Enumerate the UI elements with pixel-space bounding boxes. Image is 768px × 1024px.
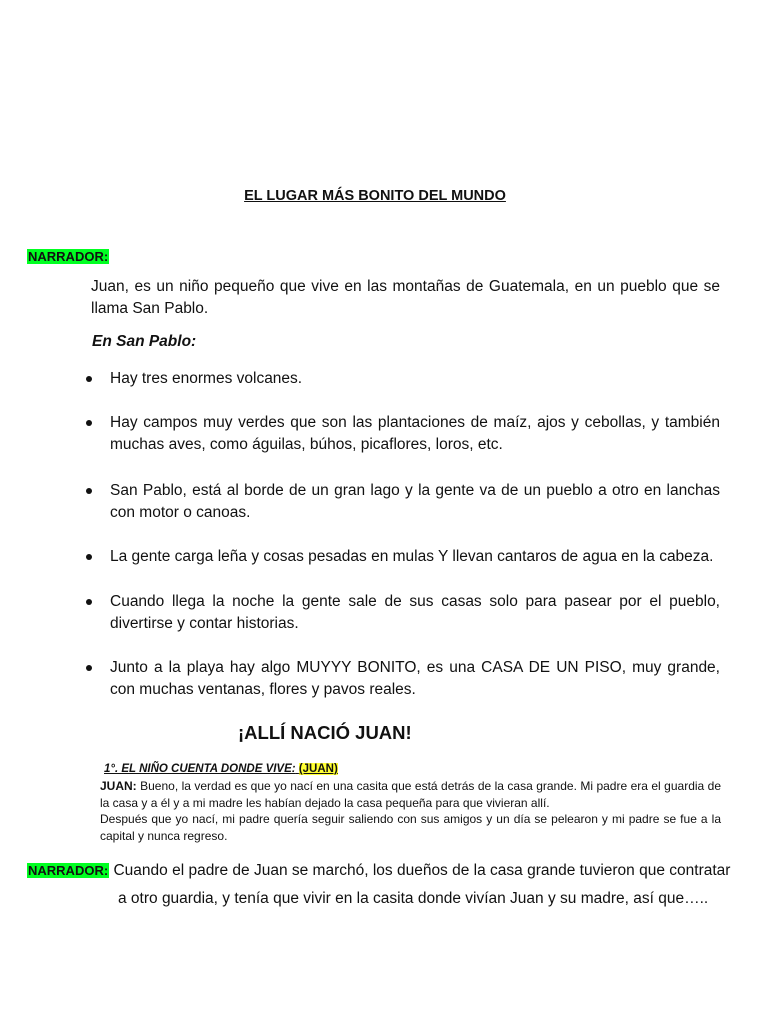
list-item <box>110 480 720 524</box>
list-item-text: San Pablo, está al borde de un gran lago y la gente va de un pueblo a otro en lanchas con motor o canoas. <box>110 482 720 521</box>
bullet-icon <box>86 554 92 560</box>
list-item <box>110 591 720 635</box>
list-item <box>110 657 720 701</box>
dialogue-text: Bueno, la verdad es que yo nací en una casita que está detrás de la casa grande. Mi padre era el guardia de la casa y a él y a mi madre les habían dejado la casa pequeña para que vivieran allí. <box>100 779 721 810</box>
list-item <box>110 546 720 568</box>
dialogue-line <box>100 778 721 811</box>
bullet-icon <box>86 376 92 382</box>
narrador-text: Cuando el padre de Juan se marchó, los dueños de la casa grande tuvieron que contratar <box>109 862 731 879</box>
narrador-highlight: NARRADOR: <box>28 863 109 878</box>
intro-paragraph: Juan, es un niño pequeño que vive en las montañas de Guatemala, en un pueblo que se llama San Pablo. <box>91 278 720 317</box>
bullet-icon <box>86 488 92 494</box>
list-item <box>110 412 720 456</box>
list-item <box>110 368 720 390</box>
narrador-highlight: NARRADOR: <box>28 249 109 264</box>
bullet-icon <box>86 599 92 605</box>
bullet-icon <box>86 420 92 426</box>
section-heading <box>104 763 338 775</box>
list-item-text: Hay tres enormes volcanes. <box>110 370 303 387</box>
section-heading-text: 1°. EL NIÑO CUENTA DONDE VIVE: <box>104 763 296 775</box>
dialogue-line: Después que yo nací, mi padre quería seguir saliendo con sus amigos y un día se pelearon y mi padre se fue a la capital y nunca regreso. <box>100 812 721 843</box>
list-item-text: Hay campos muy verdes que son las plantaciones de maíz, ajos y cebollas, y también muchas aves, como águilas, búhos, picaflores, loros, etc. <box>110 414 720 453</box>
list-item-text: Cuando llega la noche la gente sale de sus casas solo para pasear por el pueblo, divertirse y contar historias. <box>110 593 720 632</box>
bullet-icon <box>86 665 92 671</box>
speaker-name: JUAN: <box>100 779 137 793</box>
list-item-text: La gente carga leña y cosas pesadas en mulas Y llevan cantaros de agua en la cabeza. <box>110 548 714 565</box>
list-item-text: Junto a la playa hay algo MUYYY BONITO, es una CASA DE UN PISO, muy grande, con muchas ventanas, flores y pavos reales. <box>110 659 720 698</box>
juan-dialogue <box>100 778 721 844</box>
document-title: EL LUGAR MÁS BONITO DEL MUNDO <box>244 188 506 204</box>
narrador-continuation: a otro guardia, y tenía que vivir en la casita donde vivían Juan y su madre, así que….. <box>118 890 709 907</box>
speaker-tag: (JUAN) <box>298 763 338 775</box>
exclamation-heading: ¡ALLÍ NACIÓ JUAN! <box>238 722 412 743</box>
narrador-paragraph <box>27 860 730 882</box>
subheading: En San Pablo: <box>92 333 197 350</box>
narrador-label <box>27 248 109 266</box>
